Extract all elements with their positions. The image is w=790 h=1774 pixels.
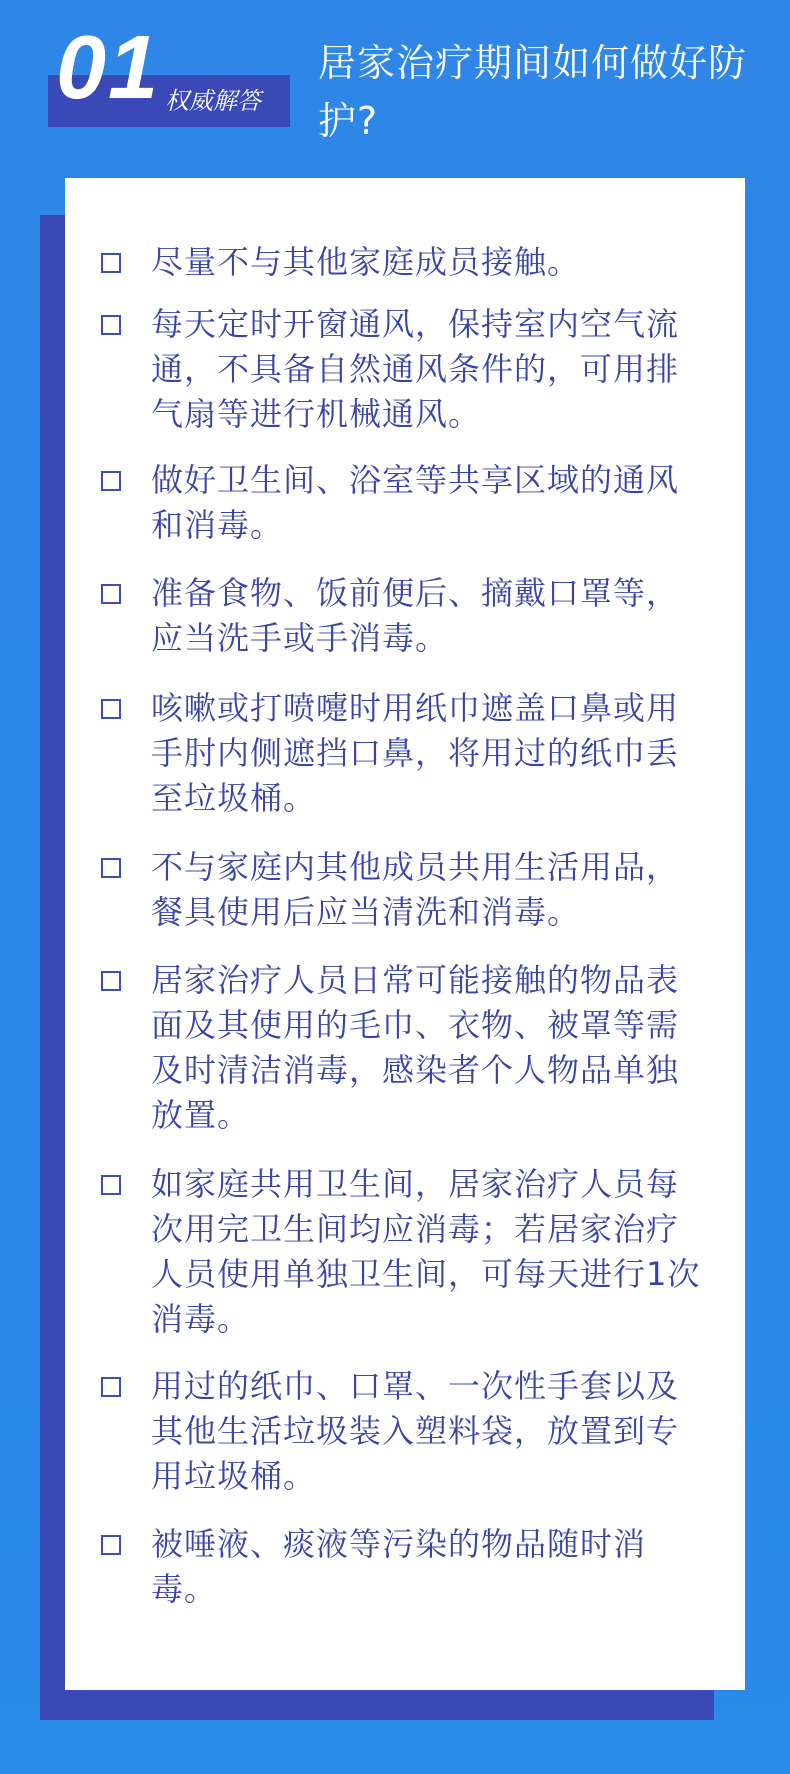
list-item-text: 居家治疗人员日常可能接触的物品表面及其使用的毛巾、衣物、被罩等需及时清洁消毒，感染者个人物品单独放置。	[151, 961, 680, 1134]
checkbox-icon[interactable]	[101, 584, 121, 604]
list-item-text: 不与家庭内其他成员共用生活用品，餐具使用后应当清洗和消毒。	[151, 848, 680, 931]
section-tag: 权威解答	[165, 87, 261, 115]
list-item-text: 如家庭共用卫生间，居家治疗人员每次用完卫生间均应消毒；若居家治疗人员使用单独卫生间，可每天进行1次消毒。	[151, 1165, 701, 1338]
list-item-text: 用过的纸巾、口罩、一次性手套以及其他生活垃圾装入塑料袋，放置到专用垃圾桶。	[151, 1367, 680, 1495]
checklist-card	[65, 178, 745, 1690]
page-title: 居家治疗期间如何做好防护?	[318, 41, 748, 143]
list-item-text: 准备食物、饭前便后、摘戴口罩等，应当洗手或手消毒。	[151, 574, 680, 657]
section-number: 01	[56, 18, 161, 118]
checkbox-icon[interactable]	[101, 858, 121, 878]
checkbox-icon[interactable]	[101, 1175, 121, 1195]
checkbox-icon[interactable]	[101, 699, 121, 719]
checkbox-icon[interactable]	[101, 471, 121, 491]
list-item-text: 做好卫生间、浴室等共享区域的通风和消毒。	[151, 461, 680, 544]
header	[0, 0, 790, 170]
checkbox-icon[interactable]	[101, 315, 121, 335]
checkbox-icon[interactable]	[101, 253, 121, 273]
list-item-text: 被唾液、痰液等污染的物品随时消毒。	[151, 1525, 647, 1608]
checkbox-icon[interactable]	[101, 1535, 121, 1555]
list-item-text: 每天定时开窗通风，保持室内空气流通，不具备自然通风条件的，可用排气扇等进行机械通风。	[151, 305, 680, 433]
checkbox-icon[interactable]	[101, 971, 121, 991]
list-item-text: 咳嗽或打喷嚏时用纸巾遮盖口鼻或用手肘内侧遮挡口鼻，将用过的纸巾丢至垃圾桶。	[151, 689, 680, 817]
checkbox-icon[interactable]	[101, 1377, 121, 1397]
list-item-text: 尽量不与其他家庭成员接触。	[151, 243, 581, 281]
